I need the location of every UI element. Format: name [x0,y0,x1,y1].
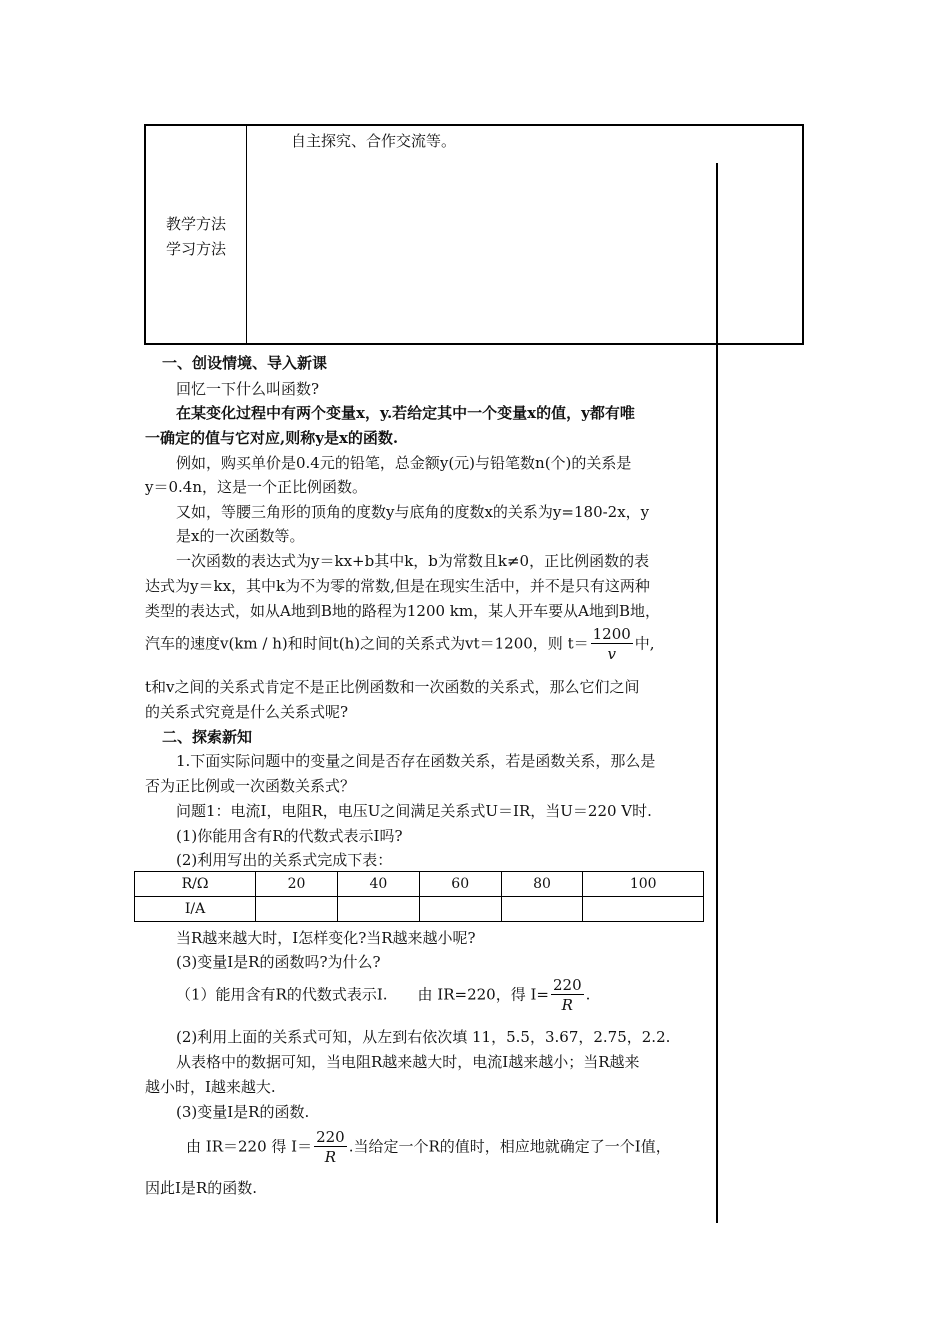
para5-line4-end: 中, [634,634,655,653]
answer-1-text: （1）能用含有R的代数式表示I. 由 IR=220，得 I= [176,985,549,1004]
fraction-numerator: 220 [552,976,582,994]
answer-2: (2)利用上面的关系式可知，从左到右依次填 11，5.5，3.67，2.75，2.2. [176,1028,671,1046]
method-label-cell [146,212,246,262]
fraction-220-r [314,1128,347,1167]
table-cell: 60 [419,872,501,897]
table-cell [501,897,583,922]
fraction-220-r [551,976,584,1015]
question-line2: 否为正比例或一次函数关系式？ [145,777,356,795]
after-table-question: 当R越来越大时，I怎样变化?当R越来越小呢? [176,929,476,947]
table-row [135,897,704,922]
margin-rule [716,163,718,1223]
example-line2: y＝0.4n，这是一个正比例函数。 [145,478,367,496]
fraction-denominator: R [561,996,573,1014]
para5-line1: 一次函数的表达式为y＝kx+b其中k，b为常数且k≠0，正比例函数的表 [176,552,650,570]
sub-question-3: (3)变量I是R的函数吗?为什么? [176,953,381,971]
table-divider [246,126,247,343]
para5-line4-text: 汽车的速度v(km / h)和时间t(h)之间的关系式为vt＝1200，则 t＝ [145,634,589,653]
table-cell: R/Ω [135,872,256,897]
answer-3b-line2: 因此I是R的函数. [145,1179,257,1197]
para5-line5: t和v之间的关系式肯定不是正比例函数和一次函数的关系式，那么它们之间 [145,678,640,696]
table-row [135,872,704,897]
table-cell [256,897,338,922]
answer-1 [176,976,590,1015]
table-cell [337,897,419,922]
question-line1: 1.下面实际问题中的变量之间是否存在函数关系，若是函数关系，那么是 [176,752,656,770]
sub-question-1: (1)你能用含有R的代数式表示I吗? [176,827,403,845]
table-cell: 40 [337,872,419,897]
para5-line3: 类型的表达式，如从A地到B地的路程为1200 km，某人开车要从A地到B地， [145,602,660,620]
table-cell: 20 [256,872,338,897]
answer-3b-text: 由 IR＝220 得 I＝ [186,1137,313,1156]
fraction-denominator: R [324,1148,337,1166]
example2-line1: 又如，等腰三角形的顶角的度数y与底角的度数x的关系为y=180-2x，y [176,503,650,521]
definition-line1: 在某变化过程中有两个变量x，y.若给定其中一个变量x的值，y都有唯 [176,404,635,422]
answer-2b-line2: 越小时，I越来越大. [145,1078,276,1096]
fraction-1200-v [591,625,633,664]
table-cell [419,897,501,922]
fraction-denominator: v [607,645,616,663]
fraction-numerator: 220 [316,1128,345,1146]
fraction-numerator: 1200 [592,625,631,643]
answer-3b-line1 [186,1128,671,1167]
answer-2b-line1: 从表格中的数据可知，当电阻R越来越大时，电流I越来越小；当R越来 [176,1053,640,1071]
section2-heading: 二、探索新知 [162,728,253,746]
table-cell: 80 [501,872,583,897]
sub-question-2: (2)利用写出的关系式完成下表： [176,851,393,869]
para5-line4 [145,625,655,664]
example-line1: 例如，购买单价是0.4元的铅笔，总金额y(元)与铅笔数n(个)的关系是 [176,454,632,472]
section1-p1: 回忆一下什么叫函数? [176,380,320,398]
problem1: 问题1：电流I，电阻R，电压U之间满足关系式U＝IR，当U＝220 V时. [176,802,652,820]
method-content: 自主探究、合作交流等。 [291,132,457,150]
table-cell: I/A [135,897,256,922]
learning-method-label: 学习方法 [165,240,226,258]
answer-1-end: . [585,985,591,1004]
table-cell: 100 [583,872,704,897]
resistance-table [134,871,704,922]
answer-3: (3)变量I是R的函数. [176,1103,310,1121]
para5-line2: 达式为y＝kx，其中k为不为零的常数,但是在现实生活中，并不是只有这两种 [145,577,650,595]
para5-line6: 的关系式究竟是什么关系式呢? [145,703,349,721]
method-table [144,124,804,345]
teaching-method-label: 教学方法 [165,215,226,233]
section1-heading: 一、创设情境、导入新课 [162,354,328,372]
answer-3b-end: .当给定一个R的值时，相应地就确定了一个I值， [348,1137,671,1156]
example2-line2: 是x的一次函数等。 [176,527,305,545]
definition-line2: 一确定的值与它对应,则称y是x的函数. [145,429,399,447]
table-cell [583,897,704,922]
